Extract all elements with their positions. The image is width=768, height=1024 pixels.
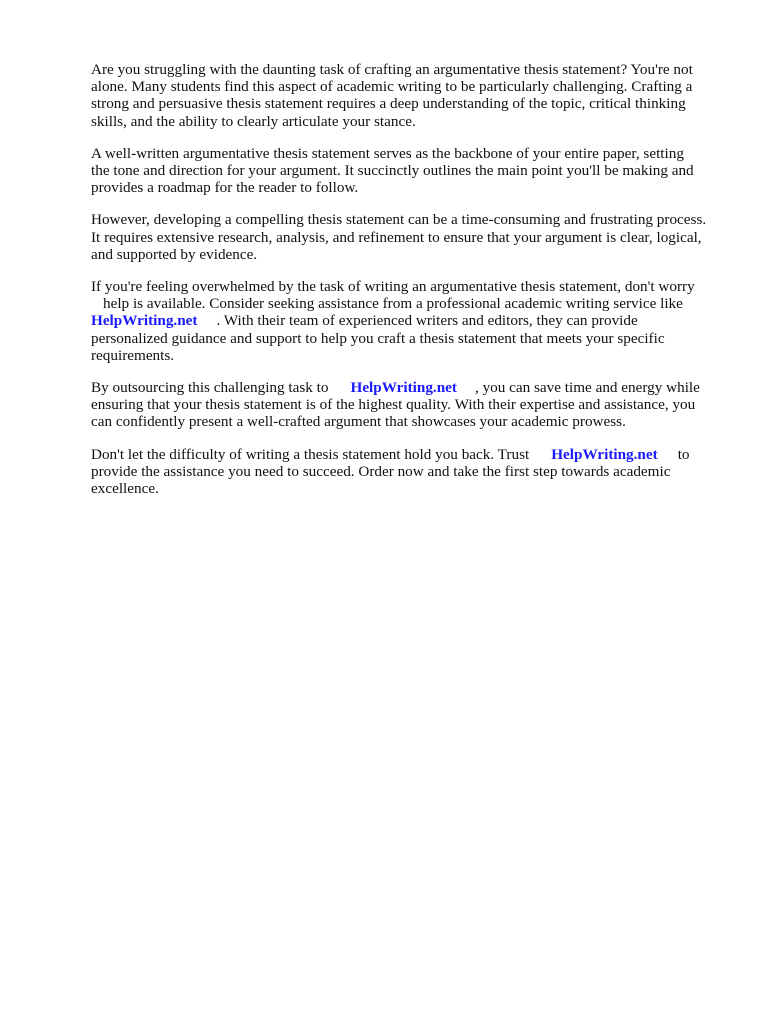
text-segment: By outsourcing this challenging task to (91, 379, 329, 397)
text-line: requirements. (91, 346, 175, 364)
text-line: personalized guidance and support to help you craft a thesis statement that meets your specific (91, 329, 665, 347)
text-line: It requires extensive research, analysis, and refinement to ensure that your argument is clear, logical, (91, 228, 702, 246)
text-line: can confidently present a well-crafted argument that showcases your academic prowess. (91, 413, 626, 431)
text-line: provide the assistance you need to succeed. Order now and take the first step towards academic (91, 462, 671, 480)
text-line: the tone and direction for your argument. It succinctly outlines the main point you'll be making and (91, 162, 694, 180)
text-line: skills, and the ability to clearly articulate your stance. (91, 112, 416, 130)
text-line: alone. Many students find this aspect of academic writing to be particularly challenging. Crafting a (91, 78, 693, 96)
text-line-with-link (91, 379, 727, 396)
paragraph-closing (91, 446, 727, 498)
helpwriting-link[interactable]: HelpWriting.net (350, 379, 457, 397)
paragraph-difficulty (91, 211, 727, 263)
paragraph-backbone (91, 145, 727, 197)
text-segment: , you can save time and energy while (474, 379, 700, 397)
text-segment: . With their team of experienced writers and editors, they can provide (216, 312, 638, 330)
text-line: ensuring that your thesis statement is of the highest quality. With their expertise and assistance, you (91, 396, 696, 414)
text-line-with-link (91, 446, 727, 463)
paragraph-assistance (91, 278, 727, 364)
helpwriting-link[interactable]: HelpWriting.net (551, 445, 658, 463)
text-line: help is available. Consider seeking assistance from a professional academic writing service like (103, 295, 683, 313)
text-line: excellence. (91, 480, 159, 498)
paragraph-outsourcing (91, 379, 727, 431)
text-segment: Don't let the difficulty of writing a thesis statement hold you back. Trust (91, 445, 530, 463)
text-line: provides a roadmap for the reader to follow. (91, 179, 359, 197)
helpwriting-link[interactable]: HelpWriting.net (91, 312, 198, 330)
text-line-with-link (91, 312, 727, 329)
text-line: strong and persuasive thesis statement requires a deep understanding of the topic, critical thinking (91, 95, 686, 113)
text-line: Are you struggling with the daunting task of crafting an argumentative thesis statement? You're not (91, 61, 693, 78)
text-line: A well-written argumentative thesis statement serves as the backbone of your entire paper, setting (91, 144, 684, 162)
document-body (91, 61, 727, 512)
text-line: If you're feeling overwhelmed by the task of writing an argumentative thesis statement, don't worry (91, 278, 695, 296)
text-segment: to (677, 445, 690, 463)
paragraph-intro (91, 61, 727, 130)
text-line: However, developing a compelling thesis statement can be a time-consuming and frustrating process. (91, 211, 707, 229)
text-line: and supported by evidence. (91, 245, 258, 263)
